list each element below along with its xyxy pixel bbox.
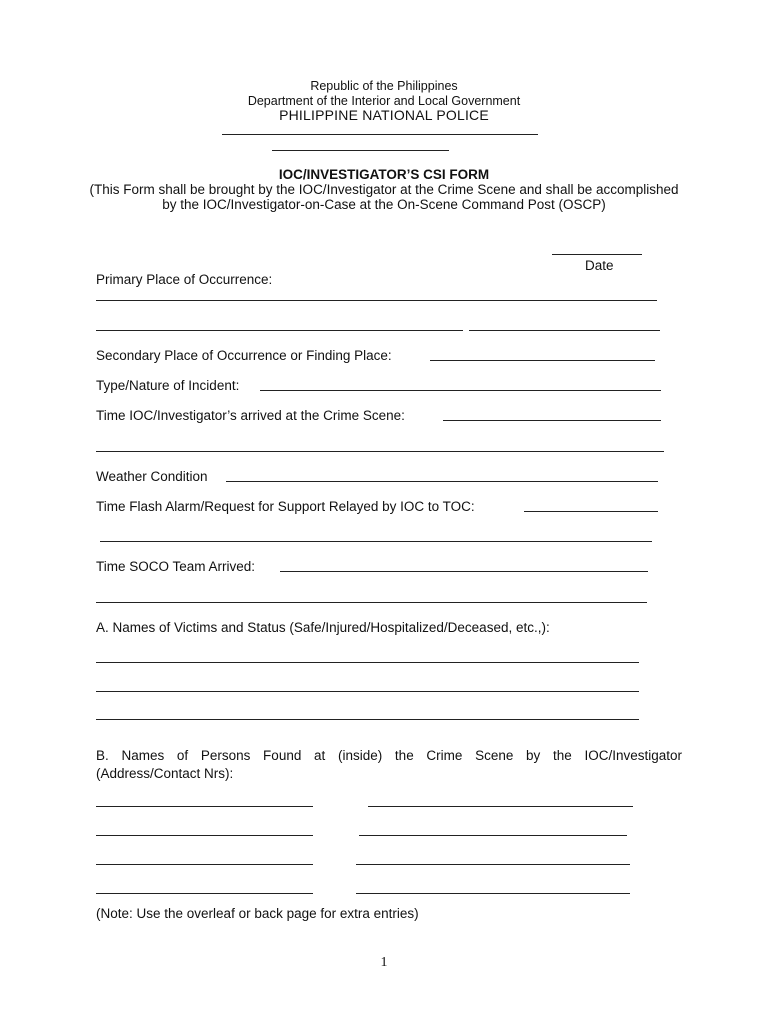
persons-name-line-3[interactable]	[96, 864, 313, 865]
time-arrived-extra-line[interactable]	[96, 451, 664, 452]
weather-line[interactable]	[226, 481, 658, 482]
soco-arrived-label: Time SOCO Team Arrived:	[96, 559, 256, 574]
victims-line-3[interactable]	[96, 719, 639, 720]
time-arrived-line[interactable]	[443, 420, 661, 421]
secondary-place-line[interactable]	[430, 360, 655, 361]
victims-line-2[interactable]	[96, 691, 639, 692]
persons-address-line-2[interactable]	[359, 835, 627, 836]
victims-label: A. Names of Victims and Status (Safe/Injured/Hospitalized/Deceased, etc.,):	[96, 620, 550, 635]
date-label: Date	[585, 258, 614, 273]
form-title: IOC/INVESTIGATOR’S CSI FORM	[278, 167, 490, 182]
page-number: 1	[380, 955, 388, 970]
weather-label: Weather Condition	[96, 469, 208, 484]
primary-place-line-2a[interactable]	[96, 330, 463, 331]
persons-address-line-3[interactable]	[356, 864, 630, 865]
soco-arrived-line[interactable]	[280, 571, 648, 572]
date-line[interactable]	[552, 254, 642, 255]
header-unit-line[interactable]	[272, 150, 449, 151]
primary-place-label: Primary Place of Occurrence:	[96, 272, 273, 287]
persons-found-label: B. Names of Persons Found at (inside) the Crime Scene by the IOC/Investigator (Address/Contact Nrs):	[96, 748, 682, 781]
persons-name-line-2[interactable]	[96, 835, 313, 836]
header-department: Department of the Interior and Local Government	[247, 94, 521, 108]
flash-alarm-label: Time Flash Alarm/Request for Support Relayed by IOC to TOC:	[96, 499, 475, 514]
secondary-place-label: Secondary Place of Occurrence or Finding Place:	[96, 348, 392, 363]
primary-place-line-2b[interactable]	[469, 330, 660, 331]
form-subtitle: (This Form shall be brought by the IOC/Investigator at the Crime Scene and shall be accomplished by the IOC/Investigator-on-Case at the On-Scene Command Post (OSCP)	[89, 182, 679, 212]
persons-address-line-1[interactable]	[368, 806, 633, 807]
primary-place-line-1[interactable]	[96, 300, 657, 301]
persons-name-line-4[interactable]	[96, 893, 313, 894]
time-arrived-label: Time IOC/Investigator’s arrived at the Crime Scene:	[96, 408, 405, 423]
flash-alarm-line[interactable]	[524, 511, 658, 512]
header-pnp: PHILIPPINE NATIONAL POLICE	[279, 107, 489, 123]
persons-address-line-4[interactable]	[356, 893, 630, 894]
header-republic: Republic of the Philippines	[310, 79, 458, 93]
flash-alarm-extra-line[interactable]	[100, 541, 652, 542]
victims-line-1[interactable]	[96, 662, 639, 663]
incident-type-label: Type/Nature of Incident:	[96, 378, 240, 393]
header-office-line[interactable]	[222, 134, 538, 135]
persons-name-line-1[interactable]	[96, 806, 313, 807]
overleaf-note: (Note: Use the overleaf or back page for extra entries)	[96, 906, 419, 921]
incident-type-line[interactable]	[260, 390, 661, 391]
soco-arrived-extra-line[interactable]	[96, 602, 647, 603]
